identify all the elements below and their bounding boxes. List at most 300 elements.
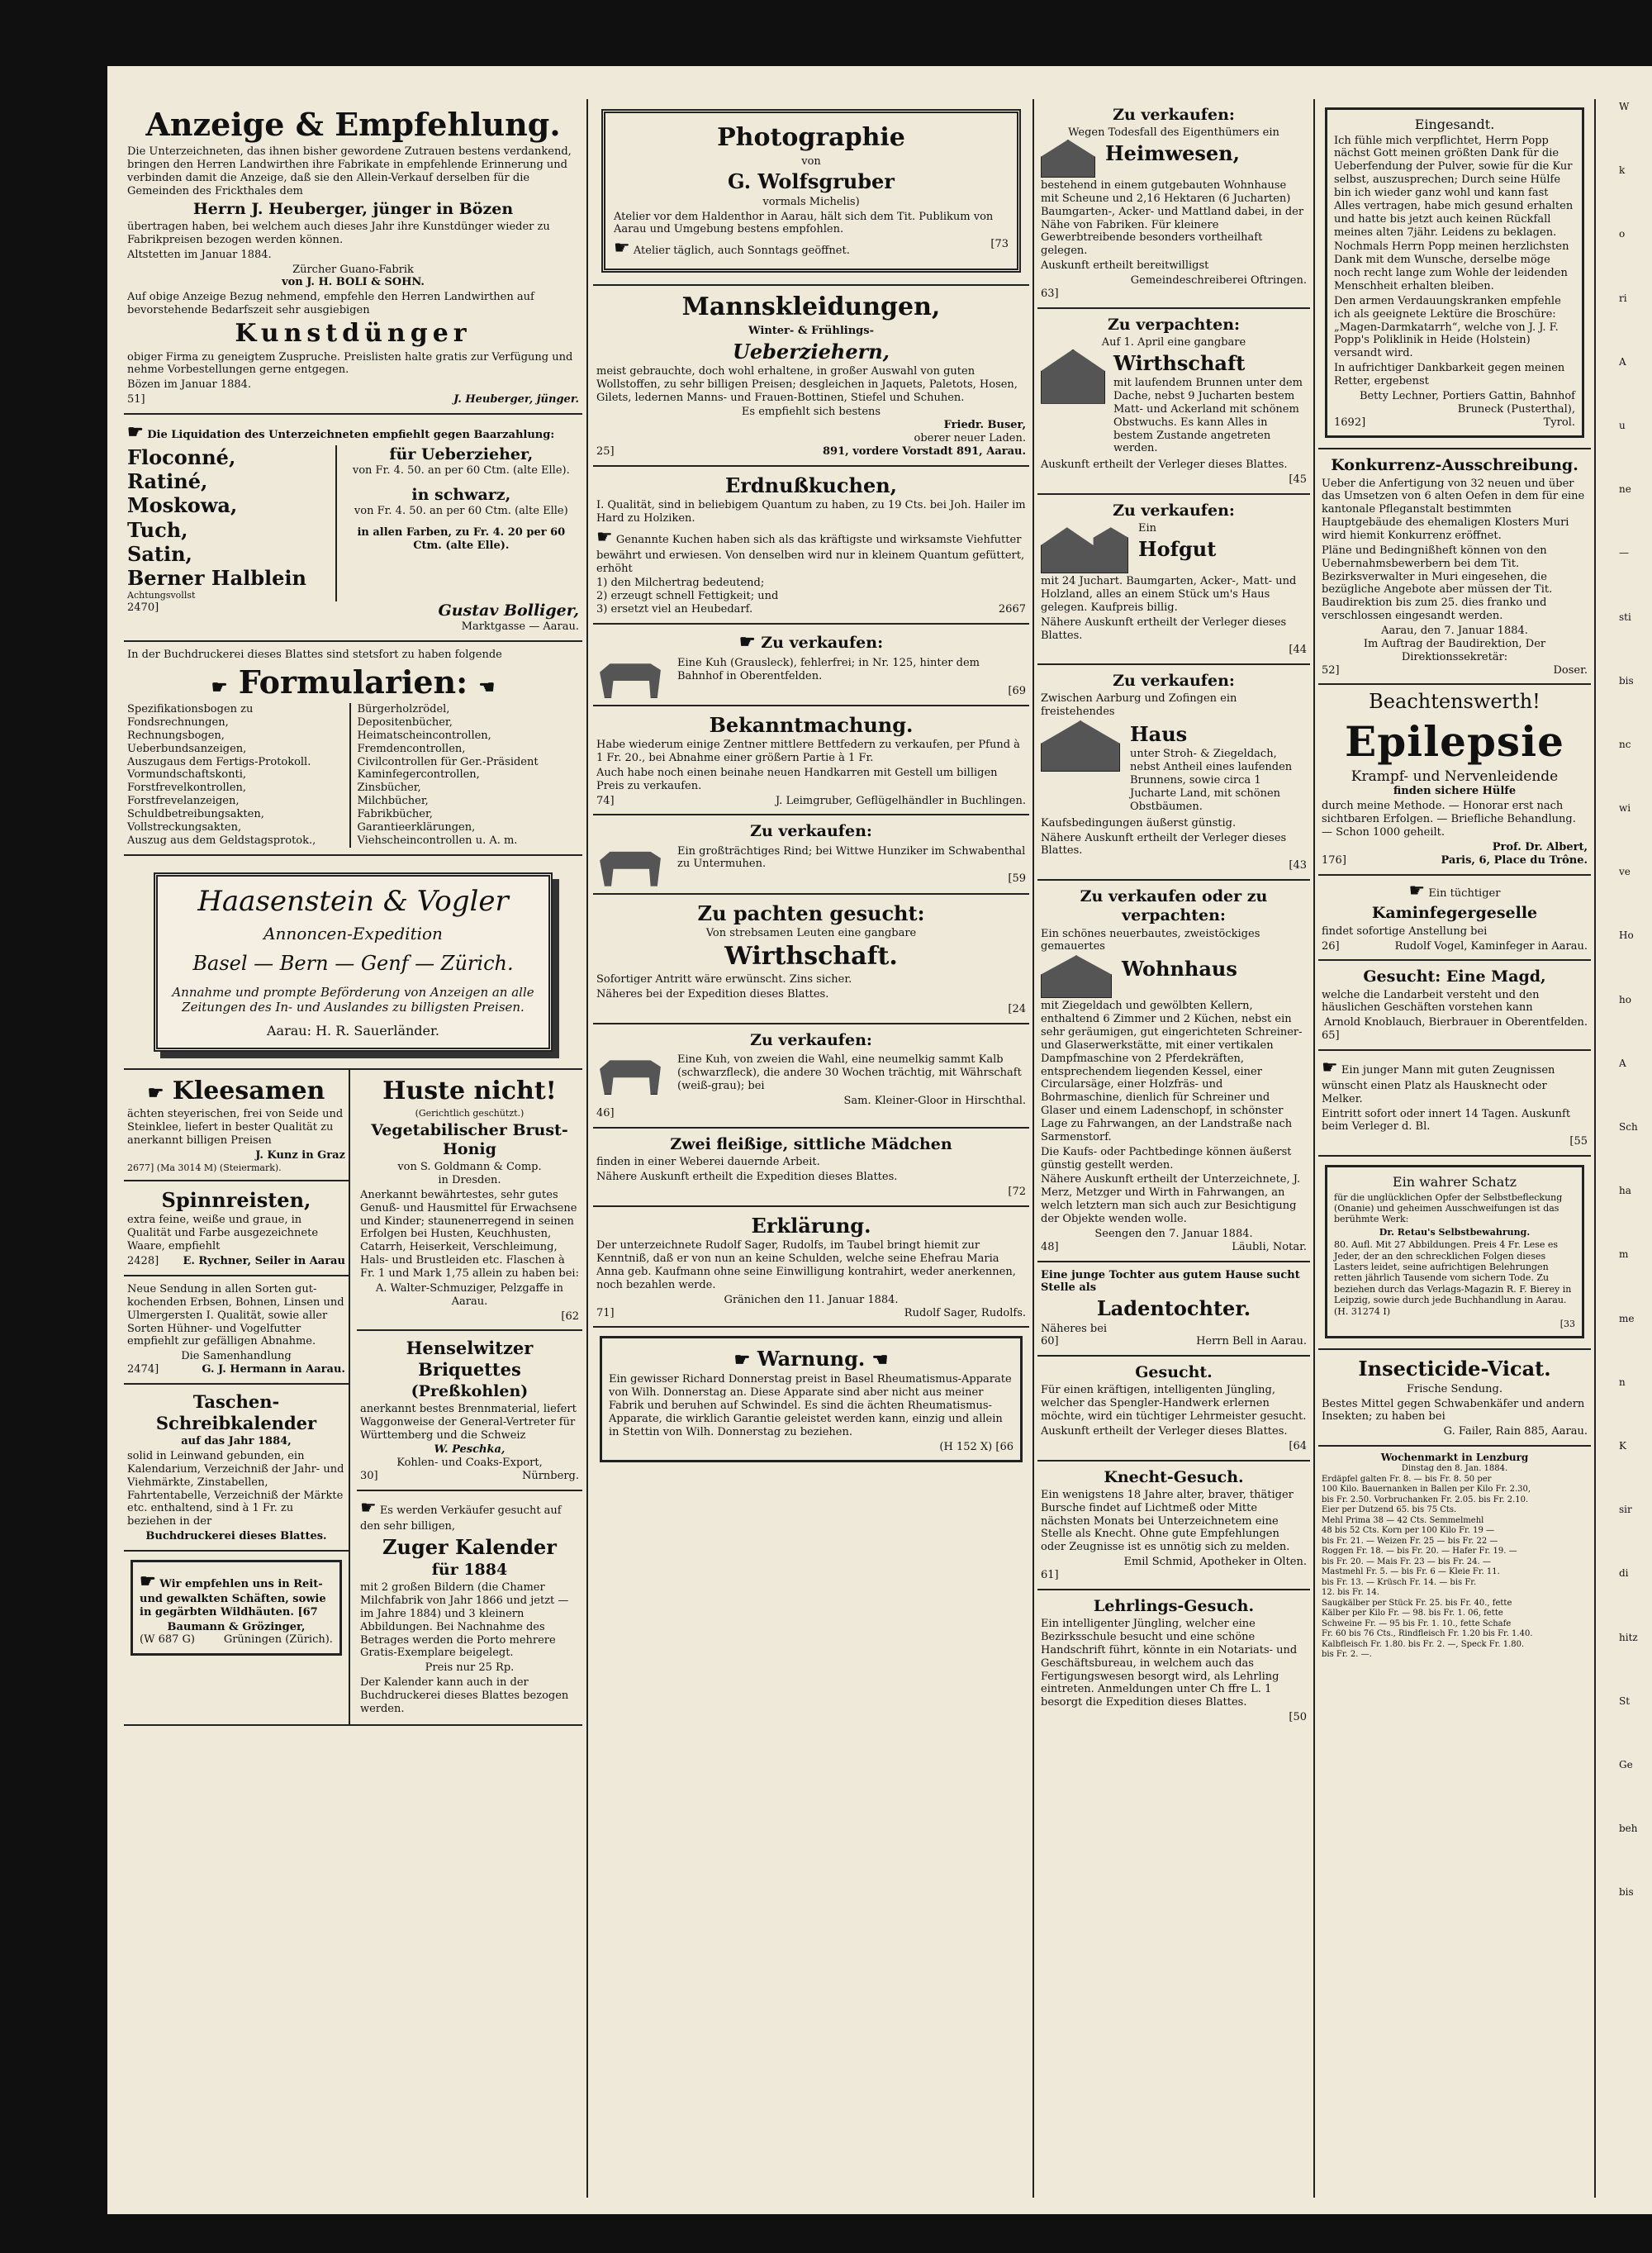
cow-icon <box>596 655 664 698</box>
ad-text: bestehend in einem gutgebauten Wohnhause mit Scheune und 2,16 Hektaren (6 Jucharten) Baumgarten-, Acker- und Mattland dabei, in der Nähe von Fabriken. Für kleinere Gewerbtreibende besonders vortheilhaft gelegen. <box>1041 179 1304 258</box>
ad-place: Altstetten im Januar 1884. <box>127 248 272 261</box>
ad-text: extra feine, weiße und graue, in Qualität und Farbe ausgezeichnete Waare, empfiehlt <box>127 1214 319 1253</box>
ad-place: Aarau, den 7. Januar 1884. <box>1381 625 1528 638</box>
ad-text: mit Ziegeldach und gewölbten Kellern, enthaltend 6 Zimmer und 2 Küchen, nebst ein sehr geräumigen, gut eingerichteten Schreiner- und Glaserwerkstätte, mit einer vertikalen Dampfmaschine von 2 Pferdekräften, entsprechendem liegenden Kessel, einer Circularsäge, einer Holzfräs- und Bohrmaschine, dienlich für Schreiner und Glaser und einem Ladenschopf, in schönster Lage zu Fahrwangen, an der Landstraße nach Sarmenstorf. <box>1041 1000 1303 1143</box>
ad-headline: Wirthschaft. <box>724 941 898 971</box>
ad-place: Tyrol. <box>1543 416 1575 429</box>
ad-number: [45 <box>1289 473 1307 487</box>
ad-wochenmarkt <box>1318 1447 1591 1667</box>
ad-spinnreisten <box>124 1181 349 1276</box>
ad-text: für die unglücklichen Opfer der Selbstbefleckung (Onanie) und geheimen Ausschweifungen ist das berühmte Werk: <box>1334 1191 1563 1225</box>
ad-kaminfeger <box>1318 876 1591 962</box>
strip-fragment: bis <box>1619 674 1634 687</box>
ad-title: Gesucht: Eine Magd, <box>1363 967 1546 986</box>
ad-text: Ein intelligenter Jüngling, welcher eine Bezirksschule besucht und eine schöne Handschrift führt, könnte in ein Notariats- und Geschäftsbureau, in welchem auch das Fertigungswesen besorgt wird, als Lehrling eintreten. Anmeldungen unter Ch ffre L. 1 besorgt die Expedition dieses Blattes. <box>1041 1618 1298 1709</box>
ad-ref: (H 152 X) <box>939 1440 993 1453</box>
ad-lead: Zwischen Aarburg und Zofingen ein freistehendes <box>1041 692 1237 719</box>
form-item: Schuldbetreibungsakten, <box>127 807 264 820</box>
market-line: bis Fr. 2. —. <box>1322 1650 1372 1660</box>
ad-number: 52] <box>1322 663 1340 677</box>
ad-text: Anerkannt bewährtestes, sehr gutes Genuß- und Hausmittel für Erwachsene und Kinder; staunenerregend in seinen Erfolgen bei Husten, Keuchhusten, Catarrh, Heiserkeit, Verschleimung, Hals- und Brustleiden etc. Flaschen à Fr. 1 und Mark 1,75 allein zu haben bei: <box>359 1188 579 1280</box>
ad-text: mit laufendem Brunnen unter dem Dache, nebst 9 Jucharten bestem Matt- und Ackerland mit schönem Obstwuchs. Es kann Alles in bestem Zustande angetreten werden. <box>1113 377 1303 455</box>
ad-epilepsie <box>1318 685 1591 875</box>
ad-number: [66 <box>995 1440 1014 1453</box>
ad-signature: Rudolf Sager, Rudolfs. <box>904 1306 1026 1319</box>
ad-sub: (Preßkohlen) <box>411 1381 529 1400</box>
ad-number: 46] <box>596 1107 615 1120</box>
strip-fragment: W <box>1619 101 1630 112</box>
ad-erdnusskuchen <box>593 467 1029 625</box>
column-rule <box>586 99 588 2198</box>
ad-title: Eine junge Tochter aus gutem Hause sucht Stelle als <box>1041 1268 1300 1295</box>
ad-signature: Doser. <box>1553 663 1588 677</box>
price-line: für Ueberzieher, <box>389 444 534 463</box>
ad-lead: In der Buchdruckerei dieses Blattes sind stetsfort zu haben folgende <box>127 648 502 661</box>
ad-text: Kaufsbedingungen äußerst günstig. <box>1041 816 1237 829</box>
ad-title: Bekanntmachung. <box>709 712 914 737</box>
ad-bekanntmachung <box>593 706 1029 816</box>
market-line: Kälber per Kilo Fr. — 98. bis Fr. 1. 06, fette <box>1322 1609 1503 1618</box>
market-line: Mehl Prima 38 — 42 Cts. Semmelmehl <box>1322 1515 1484 1525</box>
ad-number: 48] <box>1041 1240 1059 1253</box>
form-list-left <box>127 703 351 847</box>
form-item: Auszugaus dem Fertigs-Protokoll. <box>127 755 311 768</box>
house-icon <box>1041 349 1105 404</box>
lower-left-col <box>124 1070 350 1724</box>
ad-title: Photographie <box>717 123 905 152</box>
strip-fragment: bis <box>1619 1886 1634 1899</box>
strip-fragment: — <box>1619 547 1629 559</box>
ad-wohnhaus <box>1037 881 1310 1262</box>
ad-text: ☛ Ein junger Mann mit guten Zeugnissen wünscht einen Platz als Hausknecht oder Melker. <box>1322 1057 1555 1105</box>
form-list-right <box>358 703 580 847</box>
ad-title: Wochenmarkt in Lenzburg <box>1380 1452 1529 1464</box>
ad-formularien <box>124 642 582 856</box>
ad-rind <box>593 815 1029 894</box>
ad-weberei <box>593 1129 1029 1207</box>
ad-kunstduenger <box>124 99 582 415</box>
ad-text: übertragen haben, bei welchem auch dieses Jahr ihre Kunstdünger wieder zu Fabrikpreisen bezogen werden können. <box>127 220 550 246</box>
ad-title: Knecht-Gesuch. <box>1104 1467 1244 1486</box>
ad-brust-honig <box>357 1070 582 1332</box>
form-item: Civilcontrollen für Ger.-Präsident <box>357 755 539 768</box>
ad-signature: W. Peschka, <box>434 1443 506 1457</box>
ad-title: Zu pachten gesucht: <box>697 901 925 925</box>
market-line: 12. bis Fr. 14. <box>1322 1588 1379 1598</box>
ad-signature: Läubli, Notar. <box>1232 1240 1307 1253</box>
ad-eingesandt <box>1318 99 1591 449</box>
house-icon <box>1041 140 1095 178</box>
ad-headline: Kunstdünger <box>235 318 472 348</box>
ad-text: Auskunft ertheilt der Verleger dieses Blattes. <box>1041 1425 1288 1438</box>
ad-title: Zu verkaufen: <box>1113 106 1235 124</box>
ad-von: von <box>801 154 821 168</box>
market-line: Mastmehl Fr. 5. — bis Fr. 6 — Kleie Fr. 11. <box>1322 1567 1500 1577</box>
column-3 <box>1037 99 1310 2198</box>
ad-number: [59 <box>1008 872 1026 886</box>
form-item: Forstfrevelanzeigen, <box>127 795 240 808</box>
ad-signature: J. Kunz in Graz <box>255 1148 345 1162</box>
ad-text: Pläne und Bedingnißheft können von den Uebernahmsbewerbern bei dem Tit. Bezirksverwalter in Muri eingesehen, die bezügliche Angebote aber müssen der Tit. Baudirektion bis zum 25. dies franko und verschlossen eingesandt werden. <box>1322 544 1553 623</box>
ad-text: Auch habe noch einen beinahe neuen Handkarren mit Gestell um billigen Preis zu verkaufen. <box>596 766 998 792</box>
ad-insecticide <box>1318 1350 1591 1447</box>
strip-fragment: Sch <box>1619 1121 1638 1133</box>
ad-text: Auf obige Anzeige Bezug nehmend, empfehle den Herren Landwirthen auf bevorstehende Bedarfszeit sehr ausgiebigen <box>127 291 534 317</box>
ad-number: [72 <box>1008 1186 1026 1199</box>
strip-fragment: sir <box>1619 1504 1632 1516</box>
ad-text: Nähere Auskunft ertheilt die Expedition dieses Blattes. <box>596 1171 898 1184</box>
pointing-hand-icon: ☛ <box>211 676 228 698</box>
form-item: Vormundschaftskonti, <box>127 768 247 782</box>
ad-signature: Kohlen- und Coaks-Export, <box>396 1457 543 1470</box>
ad-title: Konkurrenz-Ausschreibung. <box>1331 456 1578 475</box>
ad-text: solid in Leinwand gebunden, ein Kalendarium, Verzeichniß der Jahr- und Viehmärkte, Zinstabellen, Fahrtentabelle, Verzeichniß der Märkte etc. enthaltend, sind à 1 Fr. zu beziehen in der <box>127 1450 344 1528</box>
column-rule <box>1313 99 1315 2198</box>
ad-signature: Rudolf Vogel, Kaminfeger in Aarau. <box>1394 939 1588 953</box>
ad-mannskleidungen <box>593 286 1029 467</box>
market-line: Kalbfleisch Fr. 1.80. bis Fr. 2. —, Speck Fr. 1.80. <box>1322 1639 1525 1649</box>
ad-text: welche die Landarbeit versteht und den häuslichen Geschäften vorstehen kann <box>1322 988 1540 1015</box>
ad-number: [69 <box>1008 684 1026 697</box>
pointing-hand-icon: ☛ <box>733 1349 751 1371</box>
ad-hausknecht <box>1318 1051 1591 1157</box>
ad-lead: Auf 1. April eine gangbare <box>1101 335 1246 349</box>
strip-fragment: nc <box>1619 738 1631 750</box>
market-line: 48 bis 52 Cts. Korn per 100 Kilo Fr. 19 — <box>1322 1526 1494 1536</box>
strip-fragment: u <box>1619 419 1626 431</box>
pointing-hand-icon: ☛ <box>147 1081 164 1104</box>
ad-title: Lehrlings-Gesuch. <box>1093 1596 1255 1615</box>
ad-text: Atelier vor dem Haldenthor in Aarau, hält sich dem Tit. Publikum von Aarau und Umgebung bestens empfohlen. <box>614 210 994 236</box>
fabric-item: Moskowa, <box>127 493 238 518</box>
column-2 <box>593 99 1029 2198</box>
ad-text: Nähere Auskunft ertheilt der Verleger dieses Blattes. <box>1041 831 1287 858</box>
ad-number: [73 <box>990 238 1009 251</box>
market-line: bis Fr. 20. — Mais Fr. 23 — bis Fr. 24. — <box>1322 1557 1491 1566</box>
ad-gesucht-spengler <box>1037 1357 1310 1461</box>
ad-hofgut <box>1037 495 1310 665</box>
ad-title: Spinnreisten, <box>161 1188 311 1213</box>
ad-kuh-hirschthal <box>593 1024 1029 1129</box>
ad-signature: G. J. Hermann in Aarau. <box>202 1363 345 1376</box>
column-1 <box>124 99 582 2198</box>
ad-cities: Basel — Bern — Genf — Zürich. <box>192 952 514 976</box>
form-item: Auszug aus dem Geldstagsprotok., <box>127 834 316 847</box>
ad-lead: ☛ Ein tüchtiger <box>1408 880 1501 901</box>
ad-place: Nürnberg. <box>521 1470 579 1483</box>
strip-fragment: me <box>1619 1312 1635 1324</box>
ad-title: Taschen-Schreibkalender <box>155 1390 317 1433</box>
ad-signature: Friedr. Buser, <box>943 419 1026 432</box>
ad-address: Paris, 6, Place du Trône. <box>1441 853 1588 867</box>
list-item: 3) ersetzt viel an Heubedarf. <box>596 603 753 616</box>
ad-wahrer-schatz <box>1318 1157 1591 1350</box>
pointing-hand-icon: ☛ <box>596 526 613 548</box>
cow-icon <box>596 844 664 886</box>
ad-firm: Zürcher Guano-Fabrik <box>292 263 414 276</box>
ad-number: [55 <box>1569 1135 1588 1148</box>
column-rule <box>1032 99 1034 2198</box>
ad-title: Erdnußkuchen, <box>724 473 898 497</box>
form-item: Garantieerklärungen, <box>357 820 476 834</box>
ad-text: Habe wiederum einige Zentner mittlere Bettfedern zu verkaufen, per Pfund à 1 Fr. 20., bei Abnahme einer größern Partie à 1 Fr. <box>596 739 1020 764</box>
ad-text: Annahme und prompte Beförderung von Anzeigen an alle Zeitungen des In- und Auslandes zu billigsten Preisen. <box>172 984 534 1015</box>
form-item: Bürgerholzrödel, <box>357 703 450 716</box>
ad-lead: Ein <box>1138 522 1157 535</box>
ad-title: Kaminfegergeselle <box>1371 904 1538 923</box>
ad-sub: Annoncen-Expedition <box>263 924 443 944</box>
ad-signature: Gustav Bolliger, <box>438 601 579 620</box>
ad-number: [62 <box>561 1309 579 1323</box>
ad-text: Neue Sendung in allen Sorten gut-kochenden Erbsen, Bohnen, Linsen und Ulmergersten I. Qualität, sowie aller Sorten Hühner- und Vogelfutter empfiehlt zur gefälligen Abnahme. <box>127 1282 344 1348</box>
pointing-hand-icon: ☚ <box>478 676 496 698</box>
ad-title: Ein wahrer Schatz <box>1392 1174 1517 1191</box>
ad-firm: Die Samenhandlung <box>181 1350 292 1363</box>
ad-text: Die Kaufs- oder Pachtbedinge können äußerst günstig gestellt werden. <box>1041 1145 1292 1172</box>
ad-sub: (Gerichtlich geschützt.) <box>415 1108 525 1119</box>
ad-number: 25] <box>596 445 615 458</box>
strip-fragment: m <box>1619 1248 1629 1261</box>
ad-headline: Hofgut <box>1138 536 1217 561</box>
strip-fragment: A <box>1619 355 1626 368</box>
ad-wirthschaft-verpacht <box>1037 309 1310 495</box>
ad-erklaerung <box>593 1207 1029 1328</box>
ad-note: ☛ Atelier täglich, auch Sonntags geöffnet. <box>614 238 850 259</box>
ad-firm: von J. H. BOLI & SOHN. <box>282 276 425 289</box>
ad-text: ☛ Wir empfehlen uns in Reit- und gewalkten Schäften, sowie in gegärbten Wildhäuten. [67 <box>140 1571 326 1618</box>
ad-text: Der Kalender kann auch in der Buchdruckerei dieses Blattes bezogen werden. <box>359 1676 569 1715</box>
ad-signature: Im Auftrag der Baudirektion, Der Direktionssekretär: <box>1363 637 1546 663</box>
ad-sub: finden sichere Hülfe <box>1393 785 1517 798</box>
strip-fragment: ve <box>1619 866 1631 878</box>
ad-text: In aufrichtiger Dankbarkeit gegen meinen Retter, ergebenst <box>1334 362 1565 387</box>
strip-fragment: ha <box>1619 1185 1631 1197</box>
market-line: Saugkälber per Stück Fr. 25. bis Fr. 40., fette <box>1322 1598 1512 1608</box>
ad-place: Gränichen den 11. Januar 1884. <box>724 1293 899 1306</box>
ad-signature: Gemeindeschreiberei Oftringen. <box>1130 274 1307 288</box>
ad-signature: Baumann & Grözinger, <box>167 1620 306 1633</box>
ad-text: Sofortiger Antritt wäre erwünscht. Zins sicher. <box>596 973 852 986</box>
ad-title: Zu verkaufen: <box>1113 672 1235 691</box>
strip-fragment: ne <box>1619 483 1631 496</box>
price-line: von Fr. 4. 50. an per 60 Ctm. (alte Elle) <box>354 505 568 518</box>
form-item: Kaminfegercontrollen, <box>357 768 480 782</box>
market-line: Schweine Fr. — 95 bis Fr. 1. 10., fette Schafe <box>1322 1618 1512 1628</box>
price-line: in schwarz, <box>411 485 511 504</box>
ad-number: [50 <box>1289 1711 1307 1724</box>
ad-text: meist gebrauchte, doch wohl erhaltene, in großer Auswahl von guten Wollstoffen, zu sehr billigen Preisen; desgleichen in Jaquets, Paletots, Hosen, Gilets, ledernen Manns- und Frauen-Bottinen, Stiefel und Schuhen. <box>596 364 1018 404</box>
ad-zuger-kalender <box>357 1491 582 1724</box>
ad-text: Ein großträchtiges Rind; bei Wittwe Hunziker im Schwabenthal zu Untermuhen. <box>677 844 1026 871</box>
ad-text: Auskunft ertheilt bereitwilligst <box>1041 259 1209 273</box>
ad-signature: Arnold Knoblauch, Bierbrauer in Oberentfelden. <box>1323 1016 1588 1029</box>
market-line: Eier per Dutzend 65. bis 75 Cts. <box>1322 1505 1457 1515</box>
form-item: Heimatscheincontrollen, <box>357 729 491 742</box>
ad-agent: Aarau: H. R. Sauerländer. <box>267 1023 439 1039</box>
ad-signature: A. Walter-Schmuziger, Pelzgaffe in Aarau. <box>375 1281 564 1308</box>
ad-text: Eine Kuh (Grausleck), fehlerfrei; in Nr. 125, hinter dem Bahnhof in Oberentfelden. <box>677 656 980 682</box>
form-item: Vollstreckungsakten, <box>127 820 242 834</box>
pointing-hand-icon: ☚ <box>871 1349 889 1371</box>
ad-text: Ueber die Anfertigung von 32 neuen und über das Umsetzen von 6 alten Oefen in dem für eine kantonale Pfleganstalt bestimmten Hauptgebäude des ehemaligen Klosters Muri wird hiemit Konkurrenz eröffnet. <box>1322 477 1585 543</box>
strip-fragment: St <box>1619 1695 1631 1707</box>
ad-schreibkalender <box>124 1385 349 1552</box>
ad-text: mit 24 Juchart. Baumgarten, Acker-, Matt- und Holzland, alles an einem Stück um's Haus gelegen. Kaufpreis billig. <box>1041 575 1297 614</box>
form-item: Fabrikbücher, <box>357 807 433 820</box>
ad-title: Beachtenswerth! <box>1369 690 1540 714</box>
pointing-hand-icon: ☛ <box>127 421 144 444</box>
ad-title: Insecticide-Vicat. <box>1358 1357 1551 1381</box>
market-line: bis Fr. 21. — Weizen Fr. 25 — bis Fr. 22 — <box>1322 1536 1498 1546</box>
ad-title: Zwei fleißige, sittliche Mädchen <box>670 1135 952 1154</box>
form-item: Fremdencontrollen, <box>357 742 466 755</box>
form-item: Zinsbücher, <box>357 782 421 795</box>
ad-number: 51] <box>127 393 145 406</box>
ad-text: finden in einer Weberei dauernde Arbeit. <box>596 1156 820 1169</box>
ad-number: 1692] <box>1334 416 1366 429</box>
ad-photographie <box>593 99 1029 286</box>
ad-knecht-gesuch <box>1037 1462 1310 1590</box>
ad-number: [64 <box>1289 1439 1307 1452</box>
ad-text: Nähere Auskunft ertheilt der Unterzeichnete, J. Merz, Metzger und Wirth in Fahrwangen, an welch letztern man sich auch zur Besichtigung der Objekte wenden wolle. <box>1041 1173 1301 1225</box>
ad-title: Anzeige & Empfehlung. <box>145 106 561 143</box>
ad-address: 891, vordere Vorstadt 891, Aarau. <box>823 445 1026 458</box>
ad-headline: Wirthschaft <box>1113 350 1246 375</box>
ad-number: 2470] <box>127 601 159 614</box>
pointing-hand-icon: ☛ <box>140 1571 156 1593</box>
ad-number: 74] <box>596 794 615 807</box>
ad-number: 2474] <box>127 1363 159 1376</box>
ad-number: 60] <box>1041 1335 1059 1348</box>
ad-sub: Von strebsamen Leuten eine gangbare <box>705 926 917 939</box>
ad-sub: Krampf- und Nervenleidende <box>1351 768 1559 785</box>
form-item: Depositenbücher, <box>357 715 453 729</box>
ad-title: ☛ Warnung. ☚ <box>733 1347 889 1371</box>
market-line: Roggen Fr. 18. — bis Fr. 20. — Hafer Fr. 19. — <box>1322 1547 1517 1557</box>
ad-price: Preis nur 25 Rp. <box>425 1661 515 1675</box>
ad-ladentochter <box>1037 1262 1310 1357</box>
ad-magd <box>1318 961 1591 1051</box>
ad-title: Mannskleidungen, <box>681 292 941 322</box>
pointing-hand-icon: ☛ <box>359 1497 377 1519</box>
ad-text: Für einen kräftigen, intelligenten Jüngling, welcher das Spengler-Handwerk erlernen möchte, wird ein tüchtiger Lehrmeister gesucht. <box>1041 1384 1307 1424</box>
ad-number: [43 <box>1289 859 1307 872</box>
ad-text: Nochmals Herrn Popp meinen herzlichsten Dank mit dem Wunsche, derselbe möge noch recht lange zum Wohle der leidenden Menschheit erhalten bleiben. <box>1334 240 1569 292</box>
ad-signature: Sam. Kleiner-Gloor in Hirschthal. <box>843 1094 1026 1107</box>
ad-signature: oberer neuer Laden. <box>914 432 1026 445</box>
ad-number: 30] <box>359 1470 378 1483</box>
form-item: Ueberbundsanzeigen, <box>127 742 247 755</box>
ad-number: [24 <box>1008 1002 1026 1015</box>
ad-title: Gesucht. <box>1135 1363 1213 1382</box>
cow-icon <box>596 1052 664 1095</box>
ad-text: Der unterzeichnete Rudolf Sager, Rudolfs, im Taubel bringt hiemit zur Kenntniß, daß er von nun an keine Schulden, welche seine Ehefrau Maria Anna geb. Kaufmann ohne seine Einwilligung kontrahirt, weder anerkennen, noch bezahlen werde. <box>596 1239 1016 1291</box>
pointing-hand-icon: ☛ <box>1408 880 1426 901</box>
strip-fragment: n <box>1619 1376 1626 1388</box>
ad-text: Eintritt sofort oder innert 14 Tagen. Auskunft beim Verleger d. Bl. <box>1322 1107 1571 1134</box>
ad-lehrlings-gesuch <box>1037 1590 1310 1731</box>
ad-headline: Vegetabilischer Brust-Honig <box>371 1120 568 1158</box>
form-item: Viehscheincontrollen u. A. m. <box>357 834 518 847</box>
ad-title: Eingesandt. <box>1414 116 1495 132</box>
strip-fragment: di <box>1619 1567 1629 1580</box>
price-line: von Fr. 4. 50. an per 60 Ctm. (alte Elle). <box>352 464 570 478</box>
ad-text: Näheres bei <box>1041 1322 1108 1335</box>
ad-haus <box>1037 665 1310 881</box>
strip-fragment: ho <box>1619 993 1631 1005</box>
ad-name: G. Wolfsgruber <box>728 169 895 194</box>
ad-heimwesen <box>1037 99 1310 309</box>
strip-fragment: o <box>1619 228 1626 240</box>
ad-number: 2667 <box>998 603 1026 616</box>
ad-text: obiger Firma zu geneigtem Zuspruche. Preislisten halte gratis zur Verfügung und nehme Vorbestellungen gerne entgegen. <box>127 350 573 377</box>
pointing-hand-icon: ☛ <box>1322 1057 1338 1078</box>
ad-title: Henselwitzer Briquettes <box>406 1338 534 1381</box>
strip-fragment: wi <box>1619 802 1631 815</box>
ad-samenhandlung <box>124 1276 349 1385</box>
ad-lead: ☛ Die Liquidation des Unterzeichneten empfiehlt gegen Baarzahlung: <box>127 421 555 444</box>
ad-sub: Winter- & Frühlings- <box>748 324 874 337</box>
ad-headline: Ladentochter. <box>1096 1296 1251 1321</box>
ad-number: 65] <box>1322 1029 1340 1043</box>
ad-place: Seengen den 7. Januar 1884. <box>1094 1227 1253 1240</box>
ad-text: ächten steyerischen, frei von Seide und Steinklee, liefert in bester Qualität zu anerkannt billigen Preisen <box>127 1108 344 1148</box>
ad-title: Haasenstein & Vogler <box>197 884 509 918</box>
fabric-item: Berner Halblein <box>127 566 306 591</box>
lower-split-col1 <box>124 1070 582 1726</box>
ad-kleesamen <box>124 1070 349 1181</box>
ad-number: 26] <box>1322 939 1340 953</box>
ad-address: Marktgasse — Aarau. <box>461 620 579 634</box>
ad-title: Zu verkaufen: <box>1113 501 1235 520</box>
ad-headline: Haus <box>1130 722 1188 747</box>
form-item: Rechnungsbogen, <box>127 729 225 742</box>
ad-ref: (W 687 G) <box>140 1633 195 1647</box>
ad-number: 61] <box>1041 1569 1059 1582</box>
ad-name: Herrn J. Heuberger, jünger in Bözen <box>192 199 514 218</box>
pointing-hand-icon: ☛ <box>738 630 756 653</box>
strip-fragment: k <box>1619 164 1626 177</box>
ad-text: Ein wenigstens 18 Jahre alter, braver, thätiger Bursche findet auf Lichtmeß oder Mitte nächsten Monats bei Unterzeichnetem eine Stelle als Knecht. Ohne gute Empfehlungen oder Zeugnisse ist es unnötig sich zu melden. <box>1041 1488 1294 1554</box>
ad-text: Bestes Mittel gegen Schwabenkäfer und andern Insekten; zu haben bei <box>1322 1397 1585 1424</box>
ad-title: Zuger Kalender <box>382 1534 557 1559</box>
form-item: Milchbücher, <box>357 795 429 808</box>
strip-fragment: ri <box>1619 292 1627 304</box>
ad-konkurrenz <box>1318 449 1591 685</box>
ad-text: findet sofortige Anstellung bei <box>1322 924 1488 938</box>
market-line: Fr. 60 bis 76 Cts., Rindfleisch Fr. 1.20 bis Fr. 1.40. <box>1322 1629 1533 1639</box>
ad-title: Erklärung. <box>751 1214 871 1238</box>
ad-text: mit 2 großen Bildern (die Chamer Milchfabrik von Jahr 1866 und jetzt — im Jahre 1884) und 3 kleinern Abbildungen. Bei Nachnahme des Betrages werden die Porto mehrere Gratis-Exemplare beigelegt. <box>359 1581 569 1660</box>
market-line: 100 Kilo. Bauernanken in Ballen per Kilo Fr. 2.30, <box>1322 1485 1531 1495</box>
ad-headline: Heimwesen, <box>1105 141 1240 166</box>
ad-place: Bözen im Januar 1884. <box>127 378 252 392</box>
ad-note: ☛ Genannte Kuchen haben sich als das kräftigste und wirksamste Viehfutter bewährt und erwiesen. Von denselben wird nur in kleinem Quantum gefüttert, erhöht <box>596 526 1025 575</box>
ad-headline: Ueberziehern, <box>732 339 890 364</box>
ad-signature: Buchdruckerei dieses Blattes. <box>145 1530 327 1543</box>
adjacent-page-strip <box>1619 99 1652 2198</box>
list-item: 1) den Milchertrag bedeutend; <box>596 577 765 590</box>
ad-title: Huste nicht! <box>382 1076 557 1105</box>
pointing-hand-icon: ☛ <box>614 238 630 259</box>
ad-title: Zu verkaufen oder zu verpachten: <box>1080 887 1268 925</box>
ad-title: Zu verkaufen: <box>750 822 872 841</box>
list-item: 2) erzeugt schnell Fettigkeit; und <box>596 590 779 603</box>
ad-text: 80. Aufl. Mit 27 Abbildungen. Preis 4 Fr. Lese es Jeder, der an den schrecklichen Folgen dieses Lasters leidet, seine aufrichtigen Belehrungen retten jährlich Tausende vom sichern Tode. Zu beziehen durch das Verlags-Magazin R. F. Bierey in Leipzig, sowie durch jede Buchhandlung in Aarau. (H. 31274 I) <box>1334 1239 1572 1317</box>
strip-fragment: beh <box>1619 1823 1638 1835</box>
ad-text: durch meine Methode. — Honorar erst nach sichtbaren Erfolgen. — Briefliche Behandlung. — Schon 1000 geheilt. <box>1322 800 1576 839</box>
ad-sub: auf das Jahr 1884, <box>181 1435 292 1448</box>
